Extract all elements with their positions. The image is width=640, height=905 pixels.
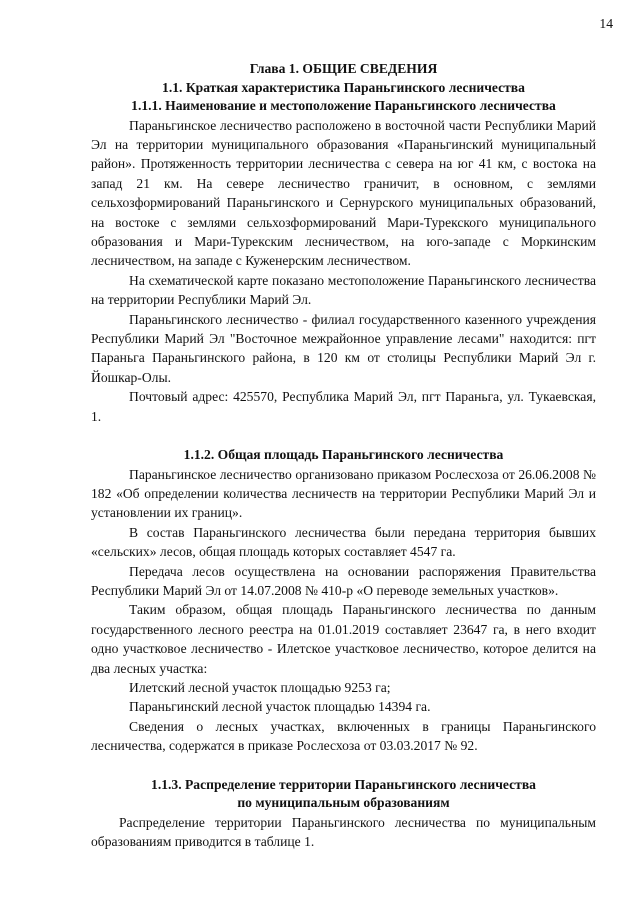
page-content [91, 60, 596, 851]
paragraph: Илетский лесной участок площадью 9253 га; [129, 679, 391, 695]
paragraph: Параньгинское лесничество расположено в восточной части Республики Марий Эл на территории муниципального образования «Параньгинский муниципальный район». Протяженность территории лесничества с севера на юг 41 км, с востока на запад 21 км. На севере лесничество граничит, в основном, с землями сельхозформирований Параньгинского и Сернурского муниципальных образований, на востоке с землями сельхозформирований Мари-Турекского муниципального образования и Мари-Турекским лесничеством, на юго-западе с Моркинским лесничеством, на западе с Куженерским лесничеством. [91, 117, 596, 269]
paragraph: Сведения о лесных участках, включенных в границы Параньгинского лесничества, содержатся в приказе Рослесхоза от 03.03.2017 № 92. [91, 718, 596, 754]
paragraph: На схематической карте показано местоположение Параньгинского лесничества на территории Республики Марий Эл. [91, 272, 596, 308]
paragraph: Передача лесов осуществлена на основании распоряжения Правительства Республики Марий Эл от 14.07.2008 № 410-р «О переводе земельных участков». [91, 563, 596, 598]
paragraph: Параньгинского лесничество - филиал государственного казенного учреждения Республики Марий Эл "Восточное межрайонное управление лесами" находится: пгт Параньга Параньгинского района, в 120 км от столицы Республики Марий Эл г. Йошкар-Олы. [91, 311, 596, 385]
section-1-1-title: 1.1. Краткая характеристика Параньгинского лесничества [162, 79, 525, 95]
section-1-1-3-title-line2: по муниципальным образованиям [237, 795, 450, 811]
paragraph: Распределение территории Параньгинского лесничества по муниципальным образованиям приводится в таблице 1. [91, 814, 596, 849]
spacer [91, 426, 596, 446]
section-1-1-3-title-line1: 1.1.3. Распределение территории Параньгинского лесничества [151, 776, 536, 792]
section-1-1-1-title: 1.1.1. Наименование и местоположение Параньгинского лесничества [131, 98, 556, 113]
paragraph: Таким образом, общая площадь Параньгинского лесничества по данным государственного лесного реестра на 01.01.2019 составляет 23647 га, в него входит одно участковое лесничество - Илетское участковое лесничество, которое делится на два лесных участка: [91, 602, 596, 676]
paragraph: В состав Параньгинского лесничества были передана территория бывших «сельских» лесов, общая площадь которых составляет 4547 га. [91, 524, 596, 560]
chapter-title: Глава 1. ОБЩИЕ СВЕДЕНИЯ [249, 61, 438, 76]
section-1-1-2-title: 1.1.2. Общая площадь Параньгинского лесничества [183, 447, 504, 462]
spacer [91, 756, 596, 776]
page-number: 14 [599, 16, 613, 31]
paragraph: Почтовый адрес: 425570, Республика Марий Эл, пгт Параньга, ул. Тукаевская, 1. [91, 389, 596, 424]
paragraph: Параньгинский лесной участок площадью 14394 га. [129, 699, 431, 715]
paragraph: Параньгинское лесничество организовано приказом Рослесхоза от 26.06.2008 № 182 «Об определении количества лесничеств на территории Республики Марий Эл и установлении их границ». [91, 466, 596, 521]
